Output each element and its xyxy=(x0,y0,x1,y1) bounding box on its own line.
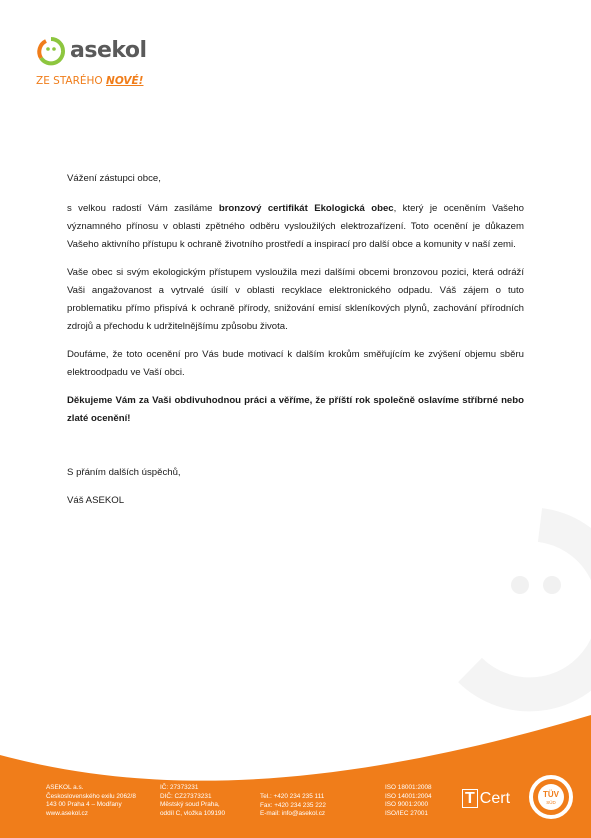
tcert-word: Cert xyxy=(479,790,511,807)
paragraph-1 xyxy=(67,200,524,254)
asekol-logo xyxy=(36,36,156,96)
paragraph-2: Vaše obec si svým ekologickým přístupem vysloužila mezi dalšími obcemi bronzovou pozici, která odráží Vaši angažovanost a vytrvalé úsilí v oblasti recyklace elektronického odpadu. Váš zájem o tuto problematiku přímo přispívá k ochraně přírody, snižování emisí skleníkových plynů, zachování přírodních zdrojů a přechodu k udržitelnějšímu způsobu života. xyxy=(67,267,524,332)
vat-id: DIČ: CZ27373231 xyxy=(160,792,212,800)
court-register: Městský soud Praha, xyxy=(160,801,220,809)
iso-18001: ISO 18001:2008 xyxy=(385,784,432,791)
iso-9001: ISO 9001:2000 xyxy=(385,801,428,809)
letter-body xyxy=(67,170,524,520)
footer-band xyxy=(0,715,591,838)
phone: Tel.: +420 234 235 111 xyxy=(260,793,325,800)
website-link[interactable]: www.asekol.cz xyxy=(46,809,88,817)
fax: Fax: +420 234 235 222 xyxy=(260,801,326,809)
court-section: oddíl C, vložka 109190 xyxy=(160,809,226,817)
footer-registration xyxy=(160,784,225,818)
tcert-t: T xyxy=(462,789,478,808)
recycle-watermark-icon xyxy=(430,500,591,720)
logo-wordmark: asekol xyxy=(70,38,147,63)
tuv-name: TÜV xyxy=(543,790,559,799)
tagline-prefix: ZE STARÉHO xyxy=(36,75,107,87)
footer-iso xyxy=(385,784,432,818)
logo-tagline xyxy=(36,74,143,88)
tuv-sub: SÜD xyxy=(546,800,556,805)
salutation: Vážení zástupci obce, xyxy=(67,173,161,184)
signature: Váš ASEKOL xyxy=(67,495,125,506)
tagline-emphasis: NOVÉ! xyxy=(106,75,144,87)
tcert-logo xyxy=(462,790,510,808)
street: Československého exilu 2062/8 xyxy=(46,792,136,800)
recycle-face-icon xyxy=(36,36,66,66)
paragraph-4: Děkujeme Vám za Vaši obdivuhodnou práci a věříme, že příští rok společně oslavíme stříbrné nebo zlaté ocenění! xyxy=(67,395,524,424)
closing: S přáním dalších úspěchů, xyxy=(67,467,181,478)
iso-27001: ISO/IEC 27001 xyxy=(385,809,428,817)
paragraph-1-end: , který je oceněním Vašeho významného přínosu v oblasti zpětného odběru vysloužilých elektrozařízení. Toto ocenění je důkazem Vašeho aktivního přístupu k ochraně životního prostředí a inspirací pro další obce a komunity v naší zemi. xyxy=(67,203,524,250)
footer-contact xyxy=(260,793,326,819)
paragraph-3: Doufáme, že toto ocenění pro Vás bude motivací k dalším krokům směřujícím ke zvýšení objemu sběru elektroodpadu ve Vaší obci. xyxy=(67,349,524,378)
iso-14001: ISO 14001:2004 xyxy=(385,792,432,800)
footer-wave xyxy=(0,715,591,838)
company-name: ASEKOL a.s. xyxy=(46,784,84,791)
city: 143 00 Praha 4 – Modřany xyxy=(46,801,122,809)
paragraph-1-start: s velkou radostí Vám zasíláme xyxy=(67,203,219,214)
tuv-sud-seal-icon xyxy=(528,774,574,820)
company-id: IČ: 27373231 xyxy=(160,784,199,791)
certificate-name: bronzový certifikát Ekologická obec xyxy=(218,203,394,214)
footer-address xyxy=(46,784,136,818)
email-link[interactable]: E-mail: info@asekol.cz xyxy=(260,810,326,818)
